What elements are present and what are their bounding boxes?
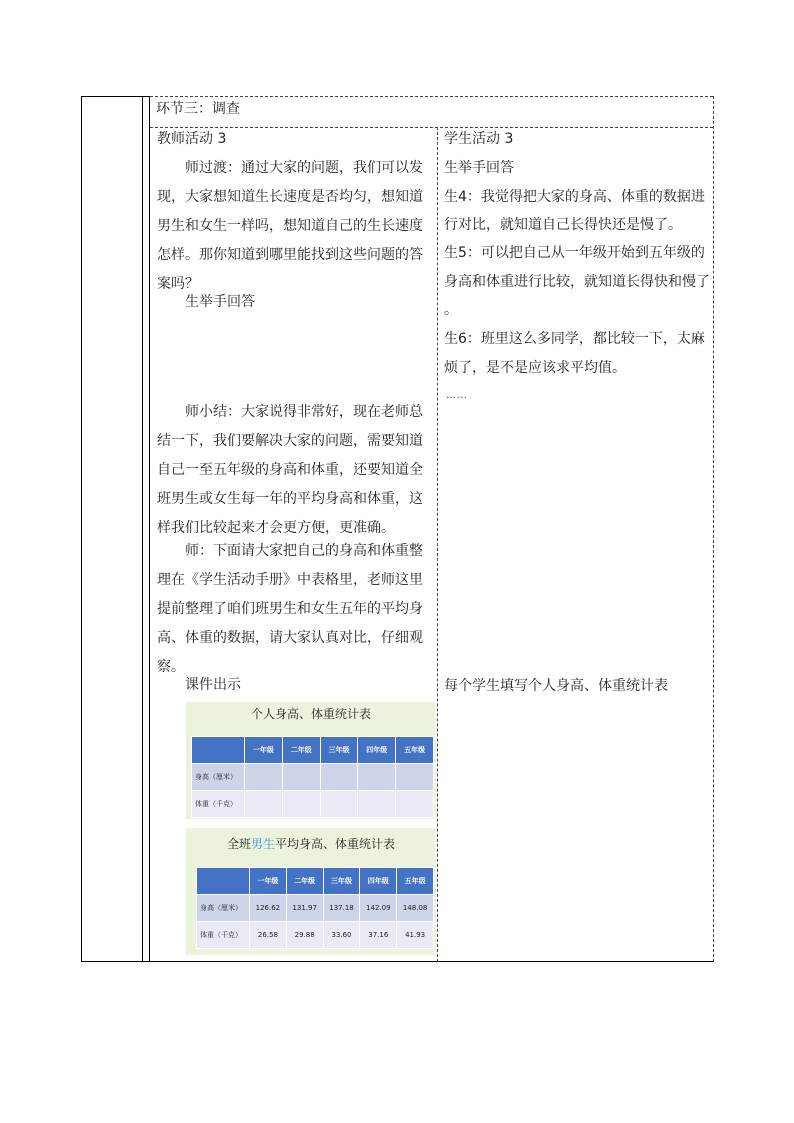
- table-cell: [320, 791, 358, 818]
- title-highlight-boys: 男生: [250, 837, 275, 851]
- class-average-table-title: [186, 835, 436, 852]
- row-label: 体重（千克）: [192, 791, 245, 818]
- student4-line2: 行对比，就知道自己长得快还是慢了。: [444, 217, 682, 233]
- outer-top-border: [81, 96, 151, 97]
- table-cell: [245, 764, 283, 791]
- row-label: 身高（厘米）: [197, 895, 250, 922]
- middle-divider: [437, 127, 438, 962]
- table-cell: 33.60: [323, 922, 360, 949]
- outer-left-border: [81, 96, 82, 962]
- header-cell: 三年级: [320, 737, 358, 764]
- header-cell: 四年级: [358, 737, 396, 764]
- header-cell: 二年级: [282, 737, 320, 764]
- student4-line1: 生4：我觉得把大家的身高、体重的数据进: [444, 189, 705, 205]
- header-cell: 五年级: [397, 868, 434, 895]
- header-cell: 一年级: [245, 737, 283, 764]
- teacher-student-answer: 生举手回答: [185, 294, 255, 310]
- right-border: [713, 96, 714, 962]
- table-row: [197, 895, 434, 922]
- table-cell: [396, 791, 434, 818]
- table-cell: [245, 791, 283, 818]
- table-cell: [282, 791, 320, 818]
- table-header-row: [192, 737, 434, 764]
- table-cell: 41.93: [397, 922, 434, 949]
- class-average-stats-table: [196, 867, 434, 949]
- title-prefix: 全班: [226, 837, 251, 851]
- teacher-instruction-text: 师：下面请大家把自己的身高和体重整理在《学生活动手册》中表格里，老师这里提前整理了咱们班男生和女生五年的平均身高、体重的数据，请大家认真对比，仔细观察。: [157, 543, 423, 675]
- table-cell: 142.09: [360, 895, 397, 922]
- header-cell: 四年级: [360, 868, 397, 895]
- personal-stats-table: [191, 736, 434, 818]
- table-cell: 131.97: [286, 895, 323, 922]
- row-label: 身高（厘米）: [192, 764, 245, 791]
- header-cell: [197, 868, 250, 895]
- table-cell: [358, 791, 396, 818]
- table-row: [197, 922, 434, 949]
- table-cell: 148.08: [397, 895, 434, 922]
- teacher-heading: 教师活动 3: [157, 131, 227, 147]
- header-cell: 五年级: [396, 737, 434, 764]
- section-title-divider: [150, 127, 713, 128]
- student5-line2: 身高和体重进行比较，就知道长得快和慢了: [444, 274, 710, 290]
- table-row: [192, 764, 434, 791]
- table-cell: [358, 764, 396, 791]
- student-raise-hand: 生举手回答: [444, 160, 514, 176]
- teacher-summary-text: 师小结：大家说得非常好，现在老师总结一下，我们要解决大家的问题，需要知道自己一至五年级的身高和体重，还要知道全班男生或女生每一年的平均身高和体重，这样我们比较起来才会更方便，更准确。: [157, 404, 423, 536]
- table-cell: 26.58: [250, 922, 287, 949]
- table-cell: 126.62: [250, 895, 287, 922]
- personal-table-title: 个人身高、体重统计表: [250, 707, 371, 721]
- table-cell: 137.18: [323, 895, 360, 922]
- header-cell: 一年级: [250, 868, 287, 895]
- class-average-table-panel: [186, 828, 436, 955]
- ellipsis: ……: [446, 390, 468, 401]
- table-cell: [282, 764, 320, 791]
- column-divider-2: [149, 96, 150, 962]
- outer-bottom-border: [81, 961, 714, 962]
- courseware-label: 课件出示: [185, 677, 241, 693]
- table-row: [192, 791, 434, 818]
- title-suffix: 平均身高、体重统计表: [275, 837, 396, 851]
- student5-line1: 生5：可以把自己从一年级开始到五年级的: [444, 245, 705, 261]
- column-divider-1: [142, 96, 143, 962]
- personal-stats-table-panel: [186, 702, 436, 819]
- table-cell: [396, 764, 434, 791]
- student5-line3: 。: [444, 302, 458, 318]
- header-cell: 二年级: [286, 868, 323, 895]
- row-label: 体重（千克）: [197, 922, 250, 949]
- table-cell: 29.88: [286, 922, 323, 949]
- table-cell: [320, 764, 358, 791]
- header-cell: [192, 737, 245, 764]
- table-cell: 37.16: [360, 922, 397, 949]
- header-cell: 三年级: [323, 868, 360, 895]
- student-heading: 学生活动 3: [444, 131, 514, 147]
- student-fill-table: 每个学生填写个人身高、体重统计表: [444, 678, 668, 694]
- table-header-row: [197, 868, 434, 895]
- section-title: 环节三：调查: [156, 101, 240, 117]
- student6-line2: 烦了，是不是应该求平均值。: [444, 360, 626, 376]
- teacher-transition-text: 师过渡：通过大家的问题，我们可以发现，大家想知道生长速度是否均匀，想知道男生和女生一样吗，想知道自己的生长速度怎样。那你知道到哪里能找到这些问题的答案吗？: [157, 160, 423, 292]
- student6-line1: 生6：班里这么多同学，都比较一下，太麻: [444, 331, 705, 347]
